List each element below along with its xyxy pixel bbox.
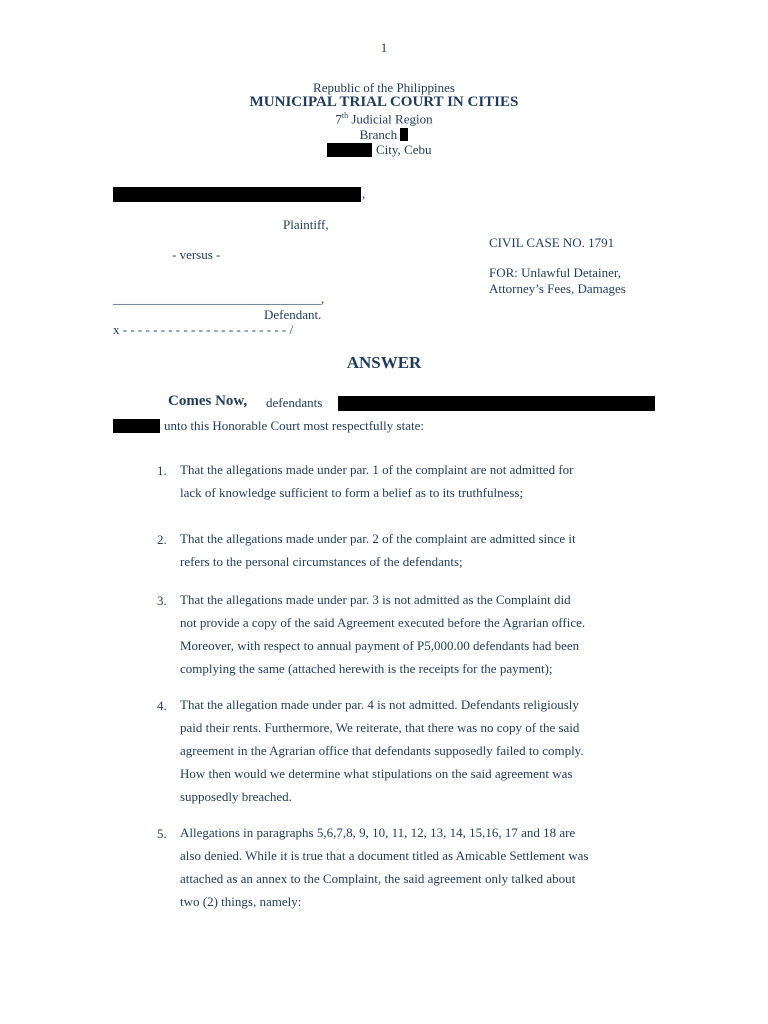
redacted-city: [327, 143, 372, 157]
region-suffix: th: [341, 111, 349, 120]
plaintiff-comma: ,: [362, 186, 366, 201]
item-1-text: [180, 459, 655, 505]
region-text: Judicial Region: [348, 111, 433, 127]
redacted-defendant-names: [338, 396, 655, 411]
document-title: ANSWER: [346, 353, 422, 372]
item-1-line-1: That the allegations made under par. 1 of the complaint are not admitted for: [180, 462, 574, 477]
item-3-line-3: Moreover, with respect to annual payment of P5,000.00 defendants had been: [180, 637, 580, 653]
redacted-plaintiff-name: [113, 187, 361, 202]
redacted-branch: [400, 128, 408, 141]
item-5-text: [180, 822, 655, 914]
item-3-line-4: complying the same (attached herewith is the receipts for the payment);: [180, 660, 553, 676]
header-republic: Republic of the Philippines: [313, 80, 455, 95]
region-ordinal: 7: [335, 111, 342, 127]
caption-closing-line: x - - - - - - - - - - - - - - - - - - - - - - /: [113, 322, 294, 337]
item-2-line-2: refers to the personal circumstances of the defendants;: [180, 553, 463, 569]
item-2-text: [180, 528, 655, 574]
item-5-line-3: attached as an annex to the Complaint, the said agreement only talked about: [180, 870, 576, 886]
item-3-number: 3.: [157, 593, 167, 608]
item-4-line-1: That the allegation made under par. 4 is not admitted. Defendants religiously: [180, 697, 579, 712]
item-5-line-1: Allegations in paragraphs 5,6,7,8, 9, 10, 11, 12, 13, 14, 15,16, 17 and 18 are: [180, 825, 576, 840]
item-2-number: 2.: [157, 532, 167, 547]
item-4-line-2: paid their rents. Furthermore, We reiterate, that there was no copy of the said: [180, 719, 580, 735]
item-4-number: 4.: [157, 698, 167, 713]
item-3-line-1: That the allegations made under par. 3 is not admitted as the Complaint did: [180, 592, 571, 607]
plaintiff-label: Plaintiff,: [283, 217, 329, 232]
item-1-line-2: lack of knowledge sufficient to form a belief as to its truthfulness;: [180, 484, 524, 500]
item-5-line-2: also denied. While it is true that a document titled as Amicable Settlement was: [180, 847, 589, 863]
intro-defendants: defendants: [266, 395, 323, 410]
branch-label: Branch: [359, 127, 398, 142]
item-3-line-2: not provide a copy of the said Agreement executed before the Agrarian office.: [180, 614, 586, 630]
item-4-line-4: How then would we determine what stipulations on the said agreement was: [180, 765, 573, 781]
intro-rest: unto this Honorable Court most respectfully state:: [164, 418, 424, 433]
item-4-text: [180, 694, 655, 809]
city-line: City, Cebu: [376, 142, 432, 157]
item-1-number: 1.: [157, 463, 167, 478]
item-5-line-4: two (2) things, namely:: [180, 893, 302, 909]
case-for-line2: Attorney’s Fees, Damages: [489, 281, 626, 296]
court-name: MUNICIPAL TRIAL COURT IN CITIES: [249, 94, 519, 110]
redacted-defendant-names-cont: [113, 419, 160, 433]
item-2-line-1: That the allegations made under par. 2 of the complaint are admitted since it: [180, 531, 576, 546]
defendant-line: ________________________________,: [113, 291, 325, 306]
branch-line: [0, 127, 768, 143]
case-for-line1: FOR: Unlawful Detainer,: [489, 265, 621, 280]
defendant-label: Defendant.: [264, 307, 322, 322]
comes-now: Comes Now,: [168, 393, 248, 409]
item-5-number: 5.: [157, 826, 167, 841]
item-4-line-5: supposedly breached.: [180, 788, 292, 804]
versus: - versus -: [172, 247, 221, 262]
item-4-line-3: agreement in the Agrarian office that defendants supposedly failed to comply.: [180, 742, 584, 758]
item-3-text: [180, 589, 655, 681]
judicial-region: [0, 111, 768, 127]
page-number: 1: [380, 40, 388, 55]
case-number: CIVIL CASE NO. 1791: [489, 235, 615, 250]
